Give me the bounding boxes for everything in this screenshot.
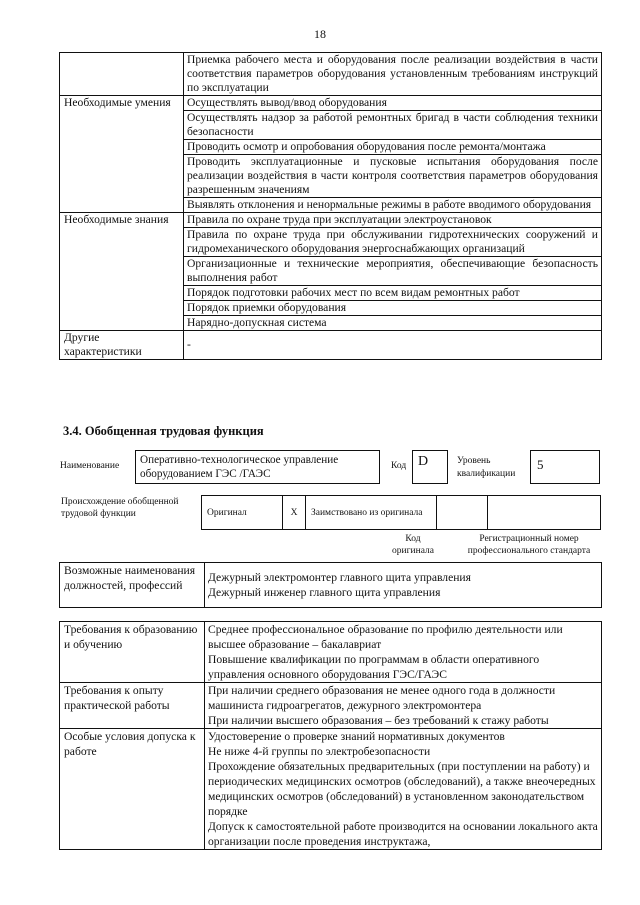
skills-knowledge-table — [59, 52, 602, 360]
name-field: Оперативно-технологическое управление оборудованием ГЭС /ГАЭС — [135, 450, 380, 484]
positions-values — [205, 563, 602, 608]
requirement-line: Повышение квалификации по программам в области оперативного управления основного оборудования ГЭС/ГАЭС — [208, 653, 540, 681]
level-field: 5 — [530, 450, 600, 484]
table-cell: Правила по охране труда при эксплуатации электроустановок — [184, 213, 602, 228]
requirement-label-education: Требования к образованию и обучению — [60, 622, 205, 683]
requirements-table — [59, 621, 602, 850]
requirement-line: При наличии среднего образования не менее одного года в должности машиниста гидроагрегатов, дежурного электромонтера — [208, 684, 556, 712]
table-cell: Осуществлять вывод/ввод оборудования — [184, 96, 602, 111]
code-label: Код — [391, 461, 407, 471]
requirement-line: Допуск к самостоятельной работе производится на основании локального акта организации после проведения инструктажа, — [208, 820, 598, 848]
requirement-line: Не ниже 4-й группы по электробезопасности — [208, 745, 431, 758]
origin-table — [201, 495, 601, 530]
requirement-values — [205, 683, 602, 729]
requirement-label-experience: Требования к опыту практической работы — [60, 683, 205, 729]
positions-table — [59, 562, 602, 608]
table-cell: - — [184, 331, 602, 360]
requirement-line: Среднее профессиональное образование по профилю деятельности или высшее образование – бакалавриат — [208, 623, 563, 651]
requirement-label-admission: Особые условия допуска к работе — [60, 729, 205, 850]
caption-code-original: Код оригинала — [392, 534, 434, 556]
borrowed-cell: Заимствовано из оригинала — [306, 496, 437, 530]
section-title: 3.4. Обобщенная трудовая функция — [63, 424, 264, 438]
requirement-values — [205, 729, 602, 850]
table-cell: Осуществлять надзор за работой ремонтных бригад в части соблюдения техники безопасности — [184, 111, 602, 140]
row-label-empty — [60, 53, 184, 96]
requirement-values — [205, 622, 602, 683]
requirement-line: Удостоверение о проверке знаний нормативных документов — [208, 730, 505, 743]
table-cell: Проводить эксплуатационные и пусковые испытания оборудования после реализации воздействия в части контроля соответствия параметров оборудования разрешенным значениям — [184, 155, 602, 198]
reg-number-cell — [488, 496, 601, 530]
level-label: Уровень квалификации — [457, 456, 516, 479]
row-label-other: Другие характеристики — [60, 331, 184, 360]
table-cell: Порядок подготовки рабочих мест по всем видам ремонтных работ — [184, 286, 602, 301]
original-mark: X — [283, 496, 306, 530]
table-cell: Проводить осмотр и опробования оборудования после ремонта/монтажа — [184, 140, 602, 155]
caption-registration-number: Регистрационный номер профессионального стандарта — [467, 534, 591, 556]
requirement-line: Прохождение обязательных предварительных (при поступлении на работу) и периодических медицинских осмотров (обследований), а также внеочередных медицинских осмотров (обследований) в установленном законодательством порядке — [208, 760, 596, 818]
origin-label: Происхождение обобщенной трудовой функции — [61, 497, 179, 519]
table-cell: Порядок приемки оборудования — [184, 301, 602, 316]
table-cell: Нарядно-допускная система — [184, 316, 602, 331]
table-cell: Правила по охране труда при обслуживании гидротехнических сооружений и гидромеханического оборудования энергоснабжающих организаций — [184, 228, 602, 257]
table-cell: Выявлять отклонения и ненормальные режимы в работе вводимого оборудования — [184, 198, 602, 213]
table-cell: Приемка рабочего места и оборудования после реализации воздействия в части соответствия параметров оборудования установленным требованиям инструкций по эксплуатации — [184, 53, 602, 96]
code-original-cell — [437, 496, 488, 530]
code-field: D — [412, 450, 448, 484]
name-label: Наименование — [60, 461, 120, 471]
table-cell: Организационные и технические мероприятия, обеспечивающие безопасность выполнения работ — [184, 257, 602, 286]
page-number: 18 — [314, 27, 326, 41]
requirement-line: При наличии высшего образования – без требований к стажу работы — [208, 714, 549, 727]
row-label-skills: Необходимые умения — [60, 96, 184, 213]
position-item: Дежурный инженер главного щита управления — [208, 586, 441, 599]
row-label-knowledge: Необходимые знания — [60, 213, 184, 331]
position-item: Дежурный электромонтер главного щита управления — [208, 571, 471, 584]
positions-label: Возможные наименования должностей, профессий — [60, 563, 205, 608]
original-cell: Оригинал — [202, 496, 283, 530]
